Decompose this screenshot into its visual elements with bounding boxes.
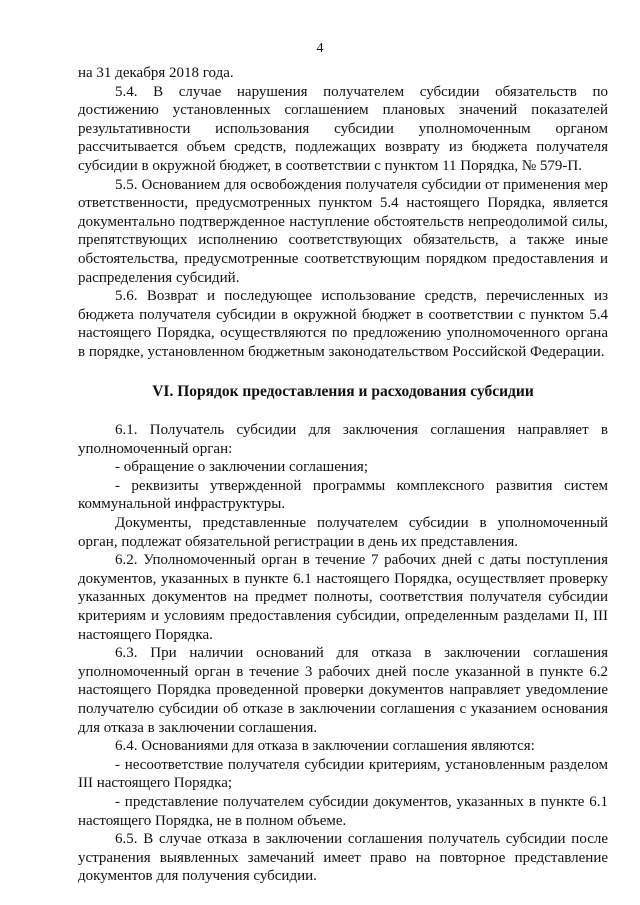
paragraph-6-5: 6.5. В случае отказа в заключении соглашения получатель субсидии после устранения выявленных замечаний имеет право на повторное представление документов для получения субсидии. [78, 831, 608, 885]
document-body [78, 64, 608, 886]
paragraph-6-2: 6.2. Уполномоченный орган в течение 7 рабочих дней с даты поступления документов, указанных в пункте 6.1 настоящего Порядка, осуществляет проверку указанных документов на предмет полноты, соответствия получателя субсидии критериям и условиям предоставления субсидии, определенным разделами II, III настоящего Порядка. [78, 552, 608, 643]
paragraph-5-5: 5.5. Основанием для освобождения получателя субсидии от применения мер ответственности, предусмотренных пунктом 5.4 настоящего Порядка, является документально подтвержденное наступление обстоятельств непреодолимой силы, препятствующих исполнению соответствующих обязательств, а также иные обстоятельства, предусмотренные соответствующим порядком предоставления и распределения субсидий. [78, 176, 608, 286]
paragraph-6-1-item-2: - реквизиты утвержденной программы комплексного развития систем коммунальной инфраструктуры. [78, 477, 608, 513]
paragraph-6-4-item-2: - представление получателем субсидии документов, указанных в пункте 6.1 настоящего Порядка, не в полном объеме. [78, 793, 608, 829]
paragraph-5-6: 5.6. Возврат и последующее использование средств, перечисленных из бюджета получателя субсидии в окружной бюджет в соответствии с пунктом 5.4 настоящего Порядка, осуществляются по предложению уполномоченного органа в порядке, установленном бюджетным законодательством Российской Федерации. [78, 288, 608, 360]
paragraph-continuation: на 31 декабря 2018 года. [78, 65, 234, 81]
paragraph-6-4: 6.4. Основаниями для отказа в заключении соглашения являются: [115, 738, 535, 755]
section-6-heading: VI. Порядок предоставления и расходования субсидии [152, 382, 534, 400]
paragraph-5-4: 5.4. В случае нарушения получателем субсидии обязательств по достижению установленных соглашением плановых значений показателей результативности использования субсидии уполномоченным органом рассчитывается объем средств, подлежащих возврату из бюджета получателя субсидии в окружной бюджет, в соответствии с пунктом 11 Порядка, № 579-П. [78, 83, 608, 174]
paragraph-6-1-item-1: - обращение о заключении соглашения; [115, 459, 369, 476]
paragraph-6-4-item-1: - несоответствие получателя субсидии критериям, установленным разделом III настоящего Порядка; [78, 756, 608, 792]
paragraph-6-1: 6.1. Получатель субсидии для заключения соглашения направляет в уполномоченный орган: [78, 422, 608, 457]
paragraph-6-3: 6.3. При наличии оснований для отказа в заключении соглашения уполномоченный орган в течение 3 рабочих дней после указанной в пункте 6.2 настоящего Порядка проведенной проверки документов направляет уведомление получателю субсидии об отказе в заключении соглашения с указанием основания для отказа в заключении соглашения. [78, 645, 608, 736]
page-number: 4 [316, 41, 324, 56]
paragraph-6-1-documents: Документы, представленные получателем субсидии в уполномоченный орган, подлежат обязательной регистрации в день их представления. [78, 515, 608, 550]
